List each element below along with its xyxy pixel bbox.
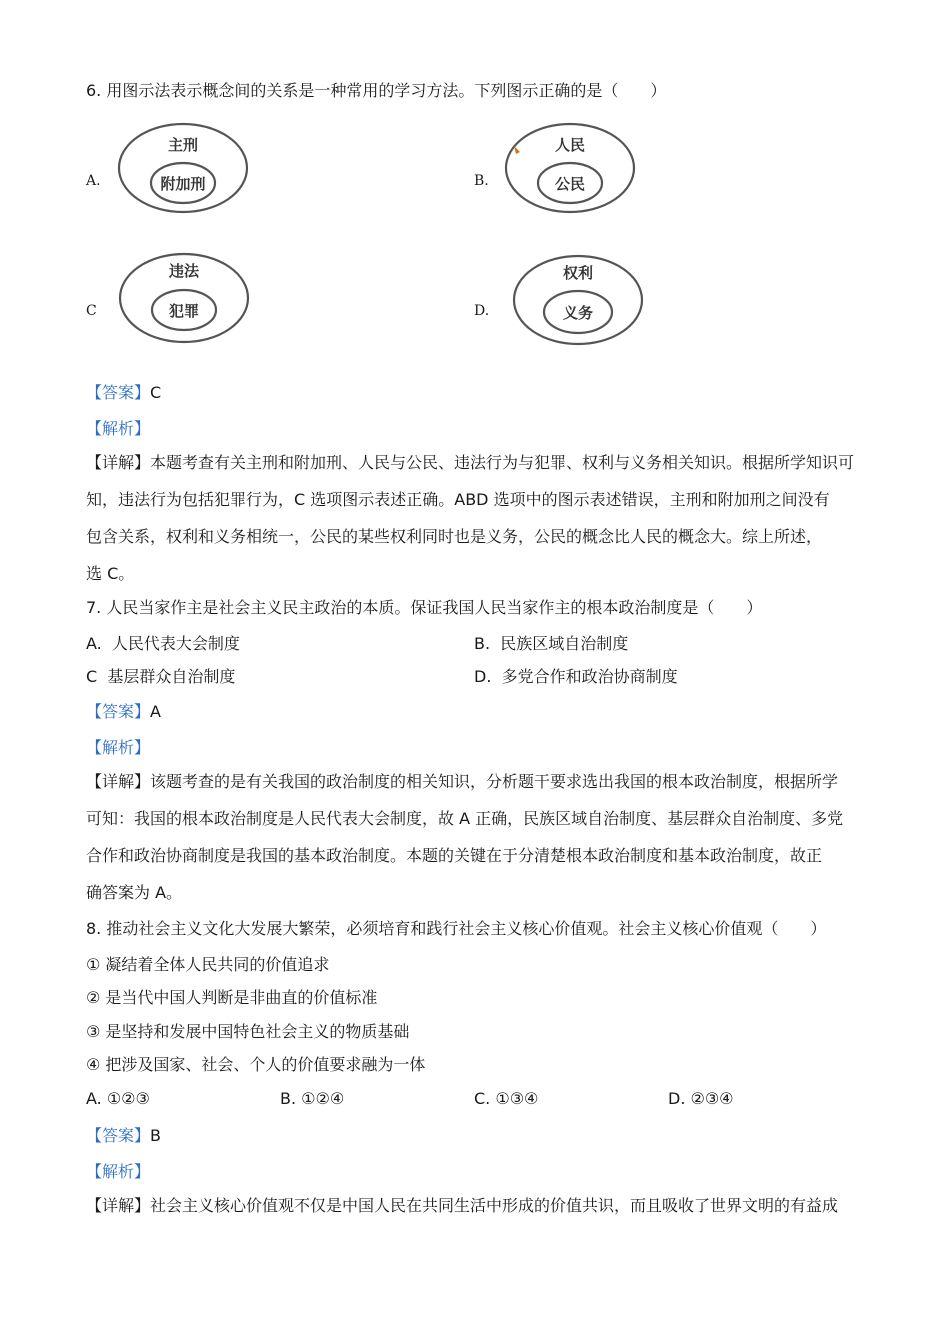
answer-value: C <box>150 383 162 402</box>
inner-label: 附加刑 <box>160 175 206 193</box>
detail-line-1: 【详解】本题考查有关主刑和附加刑、人民与公民、违法行为与犯罪、权利与义务相关知识。根据所学知识可 <box>86 453 855 472</box>
q6-option-b-label: B. <box>474 173 489 189</box>
q6-option-a-label: A. <box>86 173 101 189</box>
q8-item-3: ③ 是坚持和发展中国特色社会主义的物质基础 <box>86 1022 410 1041</box>
inner-label: 义务 <box>562 304 594 322</box>
q8-detail <box>86 1187 868 1224</box>
answer-value: A <box>150 702 161 721</box>
q7-option-a: A. 人民代表大会制度 <box>86 634 240 653</box>
detail-line-2: 可知：我国的根本政治制度是人民代表大会制度，故 A 正确，民族区域自治制度、基层群众自治制度、多党 <box>86 809 844 828</box>
q7-option-b: B. 民族区域自治制度 <box>474 634 629 653</box>
q8-item-2: ② 是当代中国人判断是非曲直的价值标准 <box>86 988 378 1007</box>
q8-analysis-tag: 【解析】 <box>86 1162 151 1181</box>
q8-option-d: D. ②③④ <box>668 1089 734 1108</box>
detail-line-2: 知，违法行为包括犯罪行为，C 选项图示表述正确。ABD 选项中的图示表述错误，主刑和附加刑之间没有 <box>86 490 830 509</box>
q8-stem: 8. 推动社会主义文化大发展大繁荣，必须培育和践行社会主义核心价值观。社会主义核心价值观（ ） <box>86 919 827 938</box>
detail-tag: 【详解】 <box>86 453 151 472</box>
answer-value: B <box>150 1126 161 1145</box>
q8-option-c: C. ①③④ <box>474 1089 539 1108</box>
q6-analysis-tag: 【解析】 <box>86 419 151 438</box>
q6-stem: 6. 用图示法表示概念间的关系是一种常用的学习方法。下列图示正确的是（ ） <box>86 81 667 100</box>
q7-option-d: D. 多党合作和政治协商制度 <box>474 667 678 686</box>
detail-line-3: 合作和政治协商制度是我国的基本政治制度。本题的关键在于分清楚根本政治制度和基本政治制度，故正 <box>86 846 823 865</box>
answer-tag: 【答案】 <box>86 1126 151 1145</box>
outer-label: 违法 <box>168 262 200 280</box>
inner-label: 犯罪 <box>168 302 200 320</box>
q6-option-b-diagram <box>502 120 642 220</box>
q7-detail <box>86 763 868 911</box>
outer-label: 主刑 <box>167 136 199 154</box>
q7-stem: 7. 人民当家作主是社会主义民主政治的本质。保证我国人民当家作主的根本政治制度是（ ） <box>86 598 763 617</box>
q7-option-c: C 基层群众自治制度 <box>86 667 236 686</box>
q8-item-4: ④ 把涉及国家、社会、个人的价值要求融为一体 <box>86 1055 426 1074</box>
q8-option-a: A. ①②③ <box>86 1089 150 1108</box>
q8-item-1: ① 凝结着全体人民共同的价值追求 <box>86 955 330 974</box>
detail-tag: 【详解】 <box>86 772 151 791</box>
q7-analysis-tag: 【解析】 <box>86 738 151 757</box>
q6-option-d-diagram <box>510 250 650 350</box>
detail-line-1: 【详解】社会主义核心价值观不仅是中国人民在共同生活中形成的价值共识，而且吸收了世界文明的有益成 <box>86 1196 839 1215</box>
q6-option-a-diagram <box>114 120 254 220</box>
q6-answer <box>86 382 161 404</box>
detail-line-4: 选 C。 <box>86 564 135 583</box>
detail-tag: 【详解】 <box>86 1196 151 1215</box>
inner-label: 公民 <box>554 175 586 193</box>
q6-option-c-label: C <box>86 303 97 319</box>
q6-option-d-label: D. <box>474 303 490 319</box>
detail-line-3: 包含关系，权利和义务相统一，公民的某些权利同时也是义务，公民的概念比人民的概念大。综上所述， <box>86 527 823 546</box>
outer-label: 权利 <box>562 264 594 282</box>
q6-option-c-diagram <box>115 250 255 350</box>
outer-label: 人民 <box>554 136 586 154</box>
detail-line-1: 【详解】该题考查的是有关我国的政治制度的相关知识，分析题干要求选出我国的根本政治制度，根据所学 <box>86 772 839 791</box>
answer-tag: 【答案】 <box>86 383 151 402</box>
detail-line-4: 确答案为 A。 <box>86 883 183 902</box>
answer-tag: 【答案】 <box>86 702 151 721</box>
q8-answer <box>86 1125 161 1147</box>
q7-answer <box>86 701 161 723</box>
q6-detail <box>86 444 868 592</box>
q8-option-b: B. ①②④ <box>280 1089 345 1108</box>
